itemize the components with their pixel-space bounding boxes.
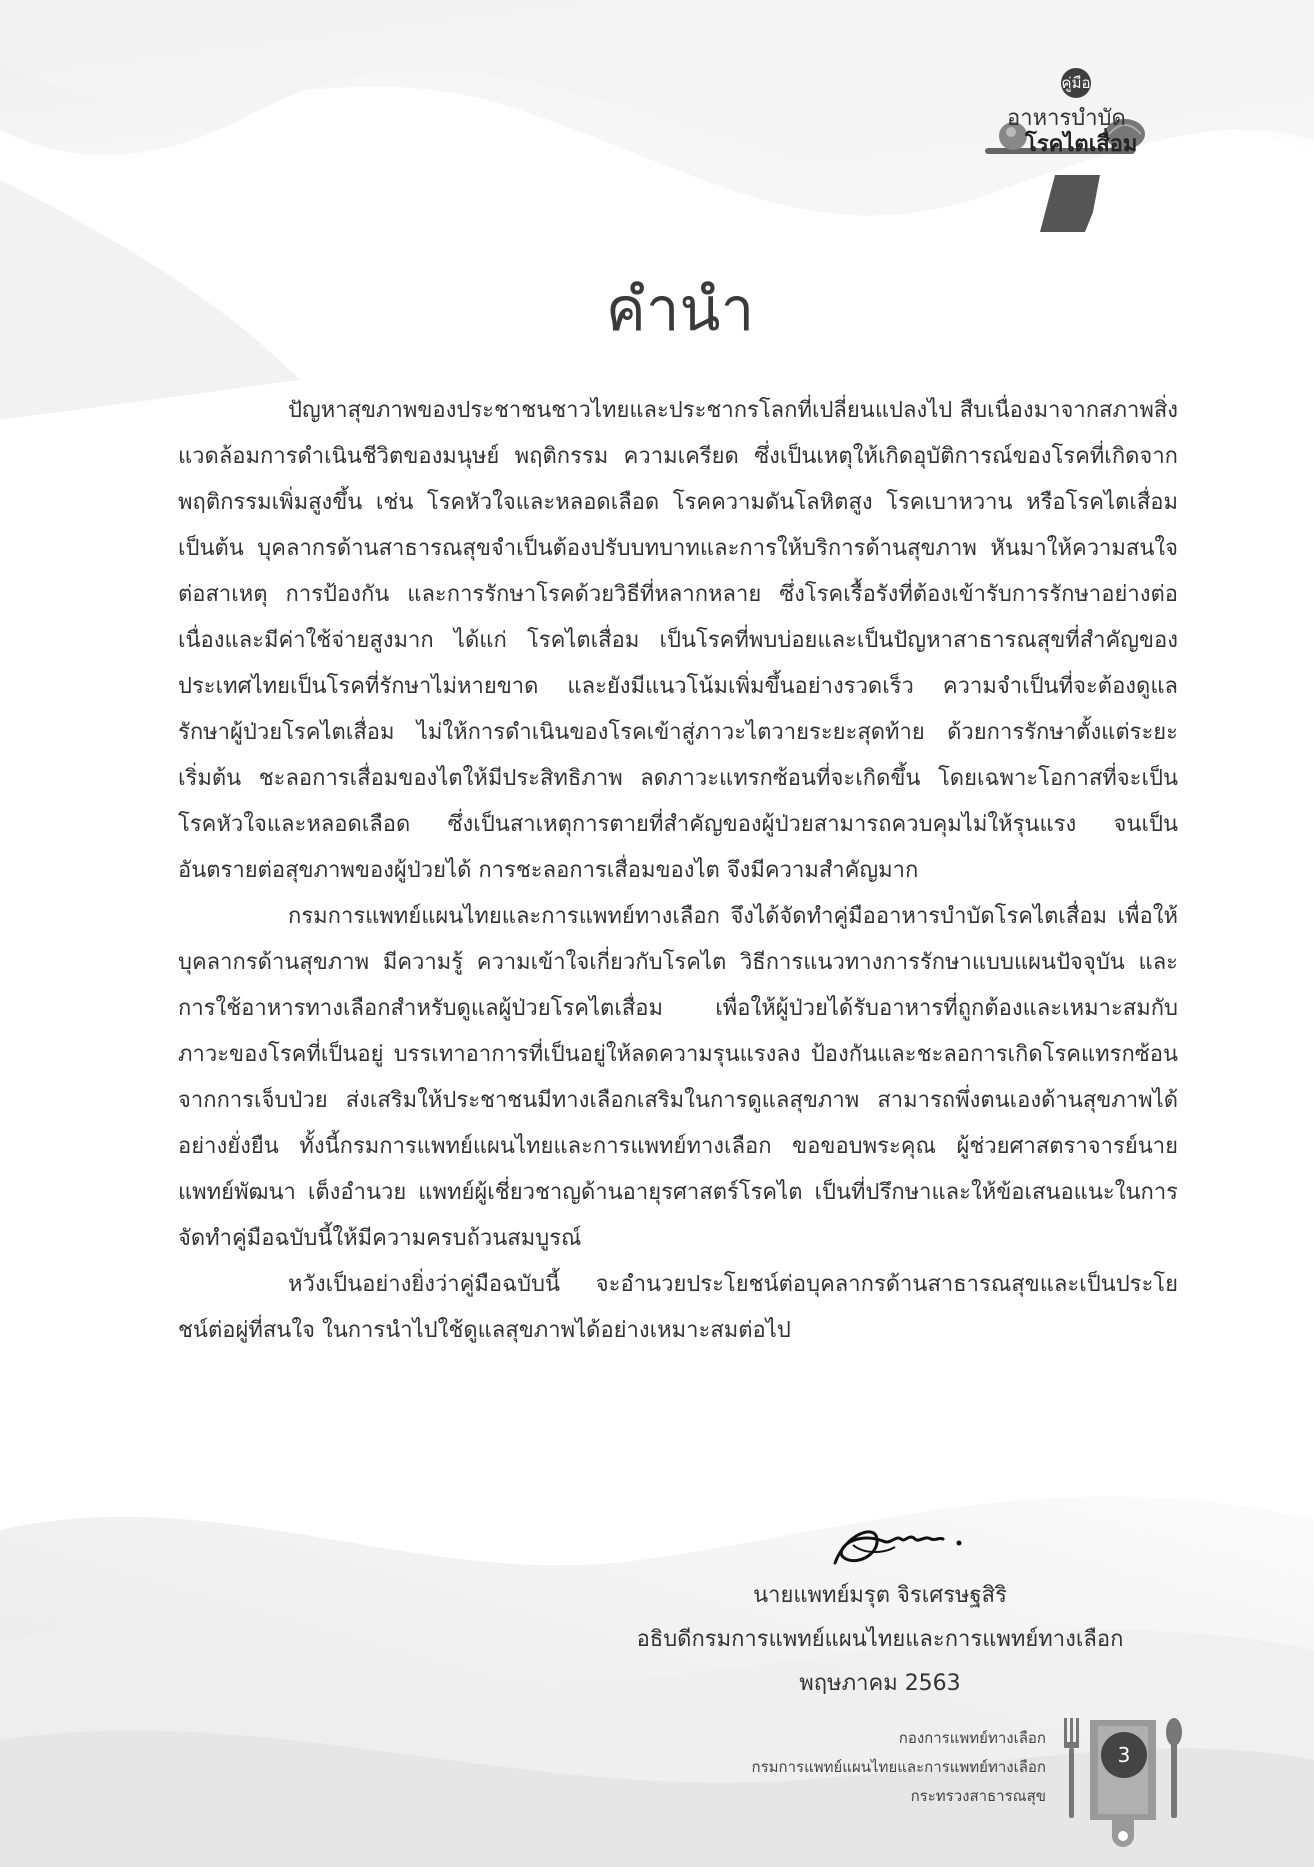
- footer-line: กระทรวงสาธารณสุข: [910, 1787, 1046, 1805]
- signer-date: พฤษภาคม 2563: [799, 1671, 961, 1696]
- paragraph: หวังเป็นอย่างยิ่งว่าคู่มือฉบับนี้ จะอำนวยประโยชน์ต่อบุคลากรด้านสาธารณสุขและเป็นประโยชน์ต่อผู่ที่สนใจ ในการนำไปใช้ดูแลสุขภาพได้อย่างเหมาะสมต่อไป: [178, 1272, 1178, 1343]
- paragraph: กรมการแพทย์แผนไทยและการแพทย์ทางเลือก จึงได้จัดทำคู่มืออาหารบำบัดโรคไตเสื่อม เพื่อให้บุคลากรด้านสุขภาพ มีความรู้ ความเข้าใจเกี่ยวกับโรคไต วิธีการแนวทางการรักษาแบบแผนปัจจุบัน และการใช้อาหารทางเลือกสำหรับดูแลผู้ป่วยโรคไตเสื่อม เพื่อให้ผู้ป่วยได้รับอาหารที่ถูกต้องและเหมาะสมกับภาวะของโรคที่เป็นอยู่ บรรเทาอาการที่เป็นอยู่ให้ลดความรุนแรงลง ป้องกันและชะลอการเกิดโรคแทรกซ้อนจากการเจ็บป่วย ส่งเสริมให้ประชาชนมีทางเลือกเสริมในการดูแลสุขภาพ สามารถพึ่งตนเองด้านสุขภาพได้อย่างยั่งยืน ทั้งนี้กรมการแพทย์แผนไทยและการแพทย์ทางเลือก ขอขอบพระคุณ ผู้ช่วยศาสตราจารย์นายแพทย์พัฒนา เต็งอำนวย แพทย์ผู้เชี่ยวชาญด้านอายุรศาสตร์โรคไต เป็นที่ปรึกษาและให้ข้อเสนอแนะในการจัดทำคู่มือฉบับนี้ให้มีความครบถ้วนสมบูรณ์: [178, 904, 1178, 1251]
- page-title: คำนำ: [605, 275, 755, 345]
- book-logo: [975, 60, 1185, 240]
- signer-block: [600, 1574, 1160, 1706]
- footer-organization: [751, 1724, 1046, 1811]
- footer-line: กรมการแพทย์แผนไทยและการแพทย์ทางเลือก: [751, 1758, 1046, 1776]
- logo-title-line1: อาหารบำบัด: [1007, 106, 1126, 131]
- logo-title-line2: โรคไตเสื่อม: [1025, 132, 1138, 157]
- logo-badge: คู่มือ: [1061, 68, 1091, 98]
- handwritten-signature: [825, 1505, 975, 1575]
- preface-body: [178, 388, 1178, 1354]
- page-number: 3: [1101, 1732, 1147, 1778]
- paragraph: ปัญหาสุขภาพของประชาชนชาวไทยและประชากรโลกที่เปลี่ยนแปลงไป สืบเนื่องมาจากสภาพสิ่งแวดล้อมการดำเนินชีวิตของมนุษย์ พฤติกรรม ความเครียด ซึ่งเป็นเหตุให้เกิดอุบัติการณ์ของโรคที่เกิดจากพฤติกรรมเพิ่มสูงขึ้น เช่น โรคหัวใจและหลอดเลือด โรคความดันโลหิตสูง โรคเบาหวาน หรือโรคไตเสื่อม เป็นต้น บุคลากรด้านสาธารณสุขจำเป็นต้องปรับบทบาทและการให้บริการด้านสุขภาพ หันมาให้ความสนใจต่อสาเหตุ การป้องกัน และการรักษาโรคด้วยวิธีที่หลากหลาย ซึ่งโรคเรื้อรังที่ต้องเข้ารับการรักษาอย่างต่อเนื่องและมีค่าใช้จ่ายสูงมาก ได้แก่ โรคไตเสื่อม เป็นโรคที่พบบ่อยและเป็นปัญหาสาธารณสุขที่สำคัญของประเทศไทยเป็นโรคที่รักษาไม่หายขาด และยังมีแนวโน้มเพิ่มขึ้นอย่างรวดเร็ว ความจำเป็นที่จะต้องดูแลรักษาผู้ป่วยโรคไตเสื่อม ไม่ให้การดำเนินของโรคเข้าสู่ภาวะไตวายระยะสุดท้าย ด้วยการรักษาตั้งแต่ระยะเริ่มต้น ชะลอการเสื่อมของไตให้มีประสิทธิภาพ ลดภาวะแทรกซ้อนที่จะเกิดขึ้น โดยเฉพาะโอกาสที่จะเป็นโรคหัวใจและหลอดเลือด ซึ่งเป็นสาเหตุการตายที่สำคัญของผู้ป่วยสามารถควบคุมไม่ให้รุนแรง จนเป็นอันตรายต่อสุขภาพของผู้ป่วยได้ การชะลอการเสื่อมของไต จึงมีความสำคัญมาก: [178, 398, 1178, 883]
- footer-line: กองการแพทย์ทางเลือก: [898, 1729, 1046, 1747]
- signer-name: นายแพทย์มรุต จิรเศรษฐสิริ: [753, 1583, 1007, 1608]
- signer-position: อธิบดีกรมการแพทย์แผนไทยและการแพทย์ทางเลือก: [636, 1627, 1124, 1652]
